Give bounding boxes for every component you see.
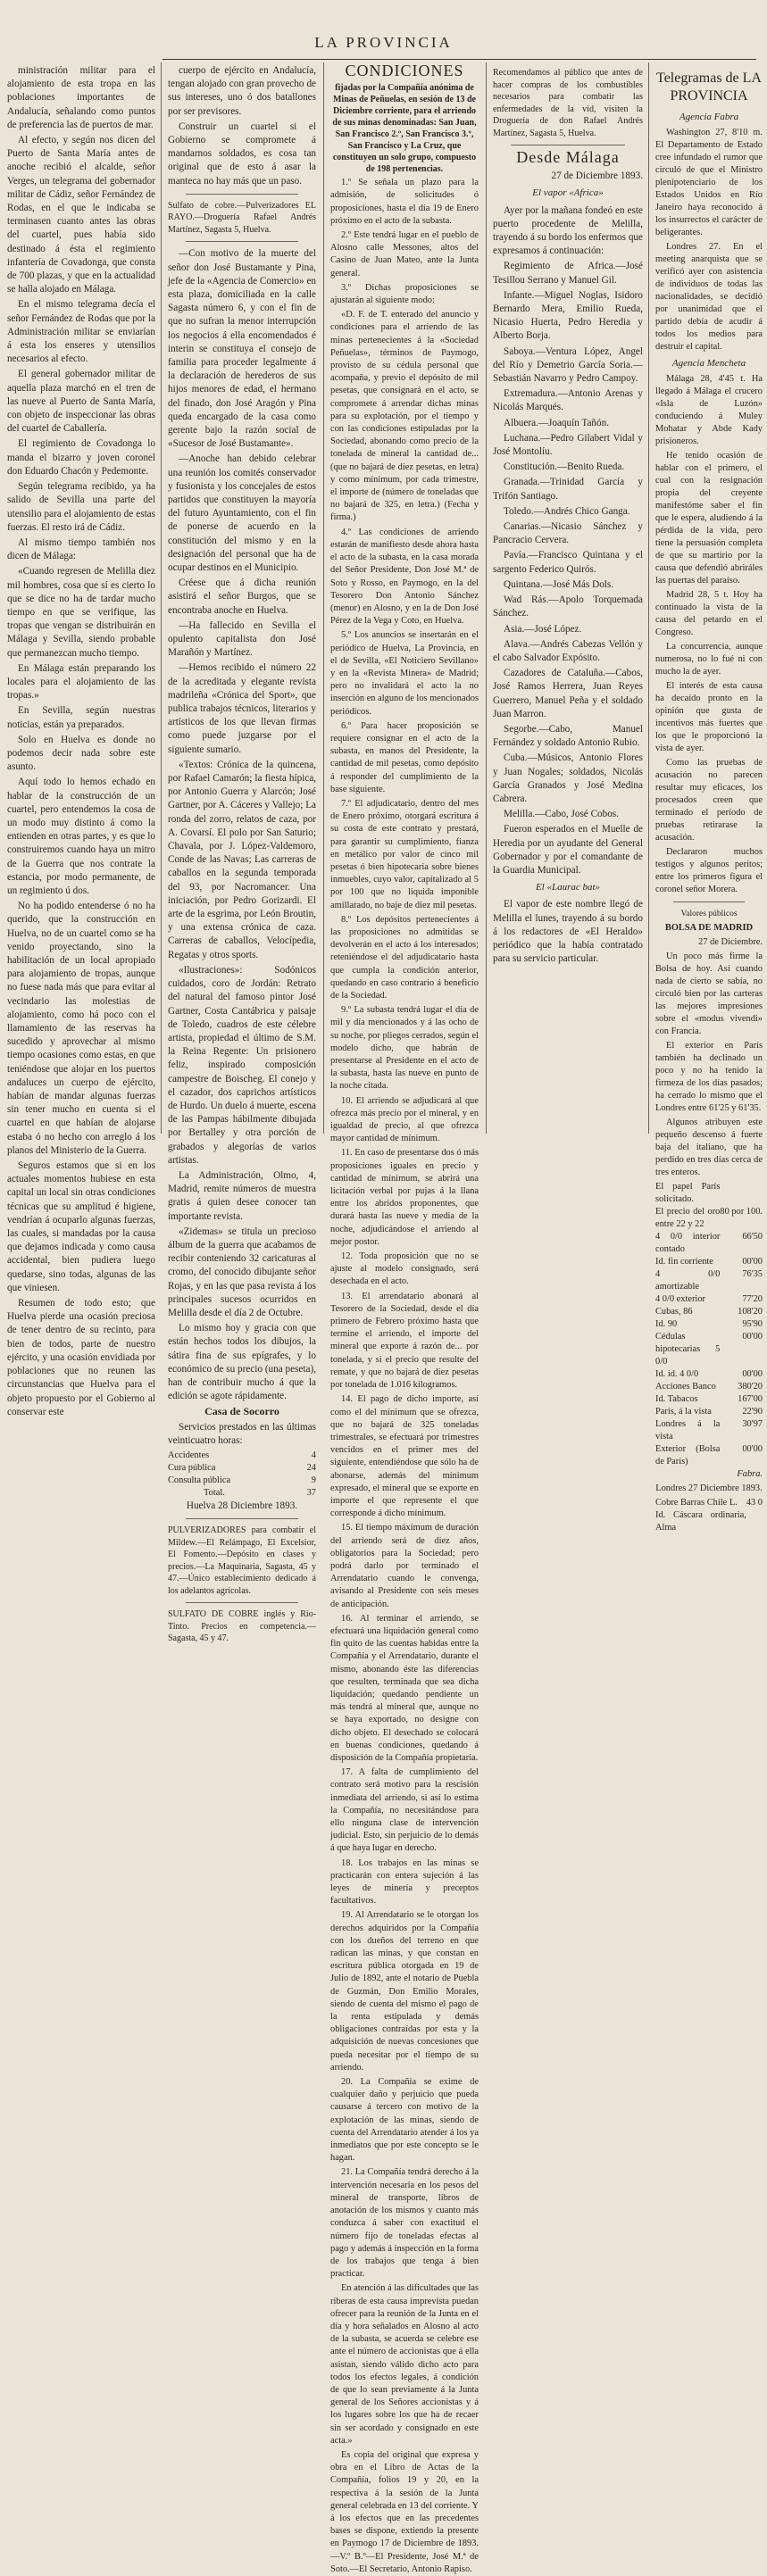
socorro-total: 37 bbox=[306, 1488, 316, 1498]
paragraph: 6.º Para hacer proposición se requiere consignar en el acto de la subasta, en manos del Presidente, la cantidad de mil pesetas, como depósito á responder del cumplimiento de la base siguiente. bbox=[330, 720, 479, 794]
paragraph: Cuba.—Músicos, Antonio Flores y Juan Nogales; soldados, Nicolás García Granados y José Medina Cabrera. bbox=[493, 752, 643, 804]
bolsa-title: BOLSA DE MADRID bbox=[664, 923, 754, 933]
paragraph: 4.º Las condiciones de arriendo estarán de manifiesto desde ahora hasta el acto de la subasta, en la casa morada del Señor Presidente, Don José M.ª de Soto y Rosso, en Paymogo, en la del Tesorero Don Antonio Sánchez (menor) en Alosno, y en la de Don José Pérez de la Vega y Coto, en Huelva. bbox=[330, 527, 479, 627]
telegramas-title: Telegramas de LA PROVINCIA bbox=[656, 71, 762, 104]
table-row bbox=[168, 1475, 316, 1487]
row-value: 30'97 bbox=[742, 1419, 763, 1429]
table-row bbox=[655, 1443, 763, 1468]
paragraph: 13. El arrendatario abonará al Tesorero de la Sociedad, desde el día primero de Febrero próximo hasta que termine el arriendo, el importe del mineral que exporte á razón de... por tonelada, y si el precio que resulte del remate, y que no bajará de diez pesetas por tonelada de 1.016 kilogramos. bbox=[330, 1291, 479, 1391]
col2-body bbox=[168, 64, 316, 188]
table-row bbox=[655, 1256, 763, 1268]
separator bbox=[186, 194, 298, 195]
paragraph: Como las pruebas de acusación no parecen resultar muy eficaces, los procesados creen que terminado el período de pruebas retirarase la acusación. bbox=[655, 758, 763, 843]
london-rows bbox=[655, 1497, 763, 1534]
paragraph: Albuera.—Joaquín Tañón. bbox=[504, 417, 610, 428]
paragraph: Quintana.—José Más Dols. bbox=[504, 578, 614, 590]
paragraph: Asia.—José López. bbox=[504, 623, 582, 635]
paragraph: 5.º Los anuncios se insertarán en el periódico de Huelva, La Provincia, en el de Sevilla, «El Noticiero Sevillano» y en la «Revista Minera» de Madrid; pero no invalidará el acto la no inserción en alguno de los mencionados periódicos. bbox=[330, 630, 479, 717]
paragraph: Toledo.—Andrés Chico Ganga. bbox=[504, 505, 630, 517]
paragraph: Es copia del original que expresa y obra en el Libro de Actas de la Compañía, folios 19 y 20, en la respectiva á la sesión de la Junta general celebrada en 13 del corriente. Y á los efectos que en las precedentes bases se dispone, extiendo la presente en Paymogo 17 de Diciembre de 1893.—V.º B.º—El Presidente, José M.ª de Soto.—El Secretario, Antonio Rapiso. bbox=[330, 2449, 479, 2574]
paragraph: Resumen de todo esto; que Huelva pierde una ocasión preciosa de tener dentro de su recinto, para bien de todos, parte de nuestro ejército, y una ocasión envidiada por poblaciones que no reunen las circunstancias que Huelva para el objeto propuesto por el Gobierno al conservar este bbox=[7, 1298, 155, 1417]
paragraph: 18. Los trabajos en las minas se practicarán con entera sujeción á las leyes de minería y preceptos facultativos. bbox=[330, 1857, 479, 1907]
valores-title: Valores públicos bbox=[680, 910, 738, 918]
paragraph: «Zidemas» se titula un precioso álbum de la guerra que acabamos de recibir conteniendo 32 caricaturas al cromo, del conocido dibujante señor Rojas, y en las que pasa revista á los principales sucesos ocurridos en Melilla desde el día 2 de Octubre. bbox=[168, 1226, 316, 1318]
paragraph: Lo mismo hoy y gracia con que están hechos todos los dibujos, la sátira fina de sus epígrafes, y lo económico de su precio (una peseta), han de contribuir mucho á que la edición se agote rápidamente. bbox=[168, 1323, 316, 1402]
paragraph: La concurrencia, aunque numerosa, no lo fué ni con mucho la de ayer. bbox=[655, 642, 763, 677]
row-value: 43 0 bbox=[746, 1498, 763, 1508]
paragraph: 1.º Se señala un plazo para la admisión, de solicitudes ó proposiciones, hasta el día 19 de Enero próximo en el acto de la subasta. bbox=[330, 178, 479, 226]
paragraph: 12. Toda proposición que no se ajuste al modelo consignado, será desechada en el acto. bbox=[330, 1251, 479, 1287]
masthead-title: LA PROVINCIA bbox=[314, 34, 453, 51]
paragraph: Pavía.—Francisco Quintana y el sargento Federico Quirós. bbox=[493, 550, 643, 575]
paragraph: Aquí todo lo hemos echado en hablar de la construcción de un cuartel, pero entendemos la cosa de un modo muy distinto á como la entienden en otras partes, y es que lo construiremos cuando haya un mitro de la Guerra que nos contrate la estancia, por modo permanente, de un regimiento ú dos. bbox=[7, 777, 155, 896]
paragraph: Infante.—Miguel Noglas, Isidoro Bernardo Mera, Emilio Rueda, Nicasio Huerta, Pedro Heredia y Alberto Borja. bbox=[493, 289, 643, 342]
paragraph: 2.º Este tendrá lugar en el pueblo de Alosno calle Messones, altos del Casino de Juan Mateo, ante la Junta general. bbox=[330, 230, 479, 278]
paragraph: Seguros estamos que si en los actuales momentos hubiese en esta capital un local sin otras condiciones técnicas que su amplitud é higiene, vendrían á ocuparlo algunas fuerzas, las cuales, si mandadas por la causa que dejamos indicada y como causa accidental, bien pudiera luego quedarse, sino todas, algunas de las que viniesen. bbox=[7, 1160, 155, 1293]
paragraph: En Sevilla, según nuestras noticias, están ya preparados. bbox=[7, 705, 155, 730]
paragraph: Según telegrama recibido, ya ha salido de Sevilla una parte del utensilio para el alojamiento de estas fuerzas. El resto irá de Cádiz. bbox=[7, 481, 155, 533]
paragraph: Washington 27, 8'10 m. El Departamento de Estado cree infundado el rumor que circuló de que el Ministro plenipotenciario de los Estados Unidos en Río Janeiro haya reconocido á los insurrectos el carácter de beligerantes. bbox=[655, 128, 763, 237]
agency-mencheta: Agencia Mencheta bbox=[671, 358, 746, 369]
london-table bbox=[655, 1497, 763, 1534]
row-value: 66'50 bbox=[742, 1232, 763, 1242]
row-value: 4 bbox=[311, 1450, 316, 1460]
paragraph: 15. El tiempo máximum de duración del arriendo será de diez años, obligatorios para la Sociedad; pero podrá darlo por terminado el Arrendatario cuando le convenga, avisando al Presidente con seis meses de anticipación. bbox=[330, 1523, 479, 1609]
paragraph: Declararon muchos testigos y algunos peritos; entre los primeros figura el coronel señor Morera. bbox=[655, 847, 763, 894]
paragraph: Saboya.—Ventura López, Angel del Río y Demetrio García Soria.—Sebastián Navarro y Pedro Campoy. bbox=[493, 345, 643, 385]
row-value: 167'00 bbox=[738, 1394, 763, 1404]
column-5 bbox=[655, 64, 763, 1533]
row-value: 9 bbox=[311, 1475, 316, 1485]
row-label: Cédulas hipotecarias 5 0/0 bbox=[655, 1332, 721, 1367]
separator bbox=[186, 1518, 298, 1519]
table-row bbox=[655, 1368, 763, 1381]
column-divider bbox=[486, 62, 487, 1134]
row-label: Id. Tabacos bbox=[655, 1394, 698, 1404]
paragraph: —Hemos recibido el número 22 de la acreditada y elegante revista madrileña «Crónica del Sport», que publica trabajos técnicos, literarios y artísticos de los que llevan firmas como puede juzgarse por el siguiente sumario. bbox=[168, 662, 316, 755]
row-value: 00'00 bbox=[742, 1369, 763, 1379]
socorro-total-row bbox=[168, 1487, 316, 1500]
table-row bbox=[655, 1331, 763, 1368]
row-value: 00'00 bbox=[742, 1444, 763, 1454]
ad-sulfato-cobre: SULFATO DE COBRE inglés y Rio-Tinto. Precios en competencia.—Sagasta, 45 y 47. bbox=[168, 1609, 316, 1644]
table-row bbox=[655, 1318, 763, 1331]
paragraph: 3.º Dichas proposiciones se ajustarán al siguiente modo: bbox=[330, 282, 479, 306]
column-2 bbox=[168, 64, 316, 1644]
paragraph: 21. La Compañía tendrá derecho á la intervención necesaria en los pesos del mineral de transporte, libros de anotación de los mismos y cuanto más conduzca á saber con exactitud el número fijo de toneladas efectas al pago y además á inspección en la forma de los trabajos que tenga á bien practicar. bbox=[330, 2167, 479, 2280]
table-row bbox=[655, 1393, 763, 1406]
table-row bbox=[655, 1406, 763, 1418]
paragraph: 7.º El adjudicatario, dentro del mes de Enero próximo, otorgará escritura á su costa de este contrato y prestará, para garantir su cumplimiento, fianza en metálico por valor de cinco mil pesetas ó bien hipotecaria sobre bienes inmuebles, cuyo valor, capitalizado al 5 por 100 que no liquida imponible amillarado, no baje de diez mil pesetas. bbox=[330, 798, 479, 910]
col1-body bbox=[7, 64, 155, 1419]
paragraph: El interés de esta causa ha decaído pronto en la opinión que gusta de incentivos más fuertes que los que le proporcionó la vista de ayer. bbox=[655, 681, 763, 753]
bolsa-rows bbox=[655, 1181, 763, 1468]
column-divider bbox=[161, 62, 162, 1134]
header bbox=[0, 32, 767, 57]
paragraph: Créese que á dicha reunión asistirá el señor Burgos, que se encontraba anoche en Huelva. bbox=[168, 578, 316, 616]
paragraph: Melilla.—Cabo, José Cobos. bbox=[504, 809, 619, 820]
table-row bbox=[168, 1450, 316, 1462]
paragraph: 9.º La subasta tendrá lugar el día de mil y día mencionados y á las ocho de su noche, por pliegos cerrados, según el modelo dicho, que habrán de presentarse al Presidente en el acto de la subasta, hasta las nueve en punto de la noche citada. bbox=[330, 1005, 479, 1092]
column-divider bbox=[323, 62, 324, 1134]
paragraph: —Anoche han debido celebrar una reunión los comités conservador y fusionista y los concejales de estos partidos que constituyen la mayoría del futuro Ayuntamiento, con el fin de ponerse de acuerdo en la constitución del mismo y en la designación del personal que ha de ocupar destinos en el Municipio. bbox=[168, 453, 316, 573]
table-row bbox=[655, 1181, 763, 1206]
paragraph: Segorbe.—Cabo, Manuel Fernández y soldado Antonio Rubio. bbox=[493, 723, 643, 749]
bolsa-date: 27 de Diciembre. bbox=[698, 937, 763, 947]
africa-title: El vapor «Africa» bbox=[532, 187, 604, 199]
paragraph: 11. En caso de presentarse dos ó más proposiciones iguales en precio y cantidad de mínimum, se abrirá una licitación verbal por pujas á la llana entre los abridos proponentes, que durará hasta las nueve y media de la noche, adjudicándose el arriendo al mejor postor. bbox=[330, 1148, 479, 1247]
row-value: 80 por 100. bbox=[720, 1207, 763, 1217]
table-row bbox=[655, 1306, 763, 1318]
paragraph: El general gobernador militar de aquella plaza marchó en el tren de las nueve al Puerto de Santa María, con objeto de inspeccionar las obras del cuartel de Caballería. bbox=[7, 369, 155, 435]
paragraph: Cazadores de Cataluña.—Cabos, José Ramos Herrera, Juan Reyes Guerrero, Manuel Peña y el soldado Juan Marron. bbox=[493, 668, 643, 719]
ad-sulfato-pulverizadores: Sulfato de cobre.—Pulverizadores EL RAYO.—Droguería Rafael Andrés Martínez, Sagasta 5, Huelva. bbox=[168, 200, 316, 235]
paragraph: 17. A falta de cumplimiento del contrato será motivo para la rescisión inmediata del arriendo, si así lo estima la Compañía, no necesitándose para ello ninguna clase de intervención judicial. Esto, sin perjuicio de lo demás á que haya lugar en derecho. bbox=[330, 1767, 479, 1854]
row-label: Acciones Banco bbox=[655, 1382, 716, 1392]
paragraph: Granada.—Trinidad García y Trifón Santiago. bbox=[493, 477, 643, 502]
malaga-title: Desde Málaga bbox=[516, 148, 620, 166]
row-value bbox=[720, 1181, 763, 1206]
row-value: 95'90 bbox=[742, 1319, 763, 1329]
paragraph: —Ha fallecido en Sevilla el opulento capitalista don José Marañón y Martínez. bbox=[168, 619, 316, 659]
column-1 bbox=[7, 64, 155, 1417]
row-label: Accidentes bbox=[168, 1450, 210, 1460]
paragraph: Málaga 28, 4'45 t. Ha llegado á Málaga el crucero «Isla de Luzón» conduciendo á Muley Mohatar y Abde Kady prisioneros. bbox=[655, 374, 763, 446]
row-value: 22'90 bbox=[742, 1407, 763, 1417]
row-label: París, á la vista bbox=[655, 1407, 712, 1417]
row-label: Id. id. 4 0/0 bbox=[655, 1369, 699, 1379]
telegramas-body-1 bbox=[655, 127, 763, 353]
socorro-total-label: Total. bbox=[204, 1488, 225, 1498]
separator bbox=[186, 1602, 298, 1603]
row-label: Id. fin corriente bbox=[655, 1257, 713, 1267]
table-row bbox=[655, 1206, 763, 1231]
paragraph: Regimiento de Africa.—José Tesillou Serrano y Manuel Gil. bbox=[493, 261, 643, 286]
row-value: 76'35 bbox=[742, 1269, 763, 1279]
paragraph: 10. El arriendo se adjudicará al que ofrezca más precio por el mineral, y en igualdad de precio, al que ofrezca mayor cantidad de mínimum. bbox=[330, 1095, 479, 1144]
paragraph: 20. La Compañía se exime de cualquier daño y perjuicio que pueda causarse á tercero con motivo de la explotación de las minas, siendo de cuenta del Arrendatario atender á los ya inmediatos que por este concepto se le hagan. bbox=[330, 2077, 479, 2164]
row-label: Exterior (Bolsa de París) bbox=[655, 1444, 721, 1467]
paragraph: El regimiento de Covadonga lo manda el bizarro y joven coronel don Eduardo Chacón y Pedemonte. bbox=[7, 438, 155, 477]
malaga-date: 27 de Diciembre 1893. bbox=[551, 170, 643, 182]
paragraph: 8.º Los depósitos pertenecientes á las proposiciones no admitidas se devolverán en el acto á los interesados; reteniéndose el del adjudicatario hasta que cumpla la condición anterior, quedando en caso contrario á beneficio de la Sociedad. bbox=[330, 914, 479, 1001]
table-row bbox=[655, 1381, 763, 1393]
paragraph: Extremadura.—Antonio Arenas y Nicolás Marqués. bbox=[493, 388, 643, 413]
paragraph: Canarias.—Nicasio Sánchez y Pancracio Cervera. bbox=[493, 521, 643, 546]
column-divider bbox=[648, 62, 649, 1134]
paragraph: 19. Al Arrendatario se le otorgan los derechos adquiridos por la Compañía con los dueños del terreno en que radican las minas, y que constan en escritura pública otorgada en 19 de Julio de 1892, ante el notario de Puebla de Guzmán, Don Emilio Morales, siendo de cuenta del mismo el pago de la renta estipulada y demás obligaciones contraídas por esta y la adquisición de nuevas concesiones que pueda necesitar por el tiempo de su arriendo. bbox=[330, 1910, 479, 2073]
paragraph: En atención á las dificultades que las riberas de esta causa imprevista puedan ofrecer para la reunión de la Junta en el día y hora señalados en Alosno al acto de la subasta, se acuerda se celebre ese ante el número de accionistas que á ella asistan, siendo válido dicho acto para todos los efectos legales, á condición de que lo sean previamente á la Junta general de los Señores accionistas y á los lugares sobre los que ha de recaer sin ser acordado y consignado en este acta.» bbox=[330, 2283, 479, 2446]
paragraph: Alava.—Andrés Cabezas Vellón y el cabo Salvador Expósito. bbox=[493, 638, 643, 663]
paragraph: «Cuando regresen de Melilla diez mil hombres, cosa que sí es cierto lo que se dice no ha de tardar mucho tiempo en que se verifique, las tropas que vengan se distribuirán en Málaga y Sevilla, siendo probable que permanezcan mucho tiempo. bbox=[7, 566, 155, 659]
ad-pulverizadores: PULVERIZADORES para combatir el Mildew.—El Relámpago, El Excelsior, El Fomento.—Depósito en clases y precios.—La Maquinaria, Sagasta, 45 y 47.—Único establecimiento dedicado á los adelantos agrícolas. bbox=[168, 1525, 316, 1596]
row-label: El precio del oro entre 22 y 22 bbox=[655, 1207, 721, 1229]
row-label: 4 0/0 interior contado bbox=[655, 1232, 721, 1254]
table-row bbox=[655, 1509, 763, 1534]
condiciones-subtitle: fijadas por la Compañía anónima de Minas de Peñuelas, en sesión de 13 de Diciembre corriente, para el arriendo de sus minas denominadas: San Juan, San Francisco 2.º, San Francisco 3.º, San Francisco y La Cruz, que constituyen un solo grupo, compuesto de 198 pertenencias. bbox=[332, 83, 477, 175]
paragraph: Al efecto, y según nos dicen del Puerto de Santa María antes de anoche recibió el alcalde, señor Verges, un telegrama del gobernador militar de Cádiz, señor Fernández de Rodas, en el que le indicaba se terminasen cuanto antes las obras del cuartel, pues había sido destinado á ésta el regimiento infantería de Covadonga, que consta de 700 plazas, y que en la actualidad se halla alojado en Málaga. bbox=[7, 135, 155, 295]
row-label: Id. 90 bbox=[655, 1319, 678, 1329]
paragraph: En el mismo telegrama decía el señor Fernández de Rodas que por la Administración militar se enviarían á esta los enseres y utensilios necesarios al efecto. bbox=[7, 299, 155, 365]
table-row bbox=[655, 1418, 763, 1443]
paragraph: «Ilustraciones»: Sodónicos cuidados, coro de Jordán: Retrato del natural del famoso pintor José Gartner, Costa Cantábrica y paisaje de Toledo, cuadros de este célebre artista, propiedad el último de S.M. la Reina Regente: Un prisionero feliz, inspirado composición campestre de Boischeg. El conejo y el cazador, dos caprichos artísticos de Hurdo. Un duelo á muerte, escena de las Pampas hábilmente dibujada por Bertalley y otra porción de grabados y alegorías de varios artistas. bbox=[168, 964, 316, 1166]
table-row bbox=[655, 1268, 763, 1293]
paragraph: Wad Rás.—Apolo Torquemada Sánchez. bbox=[493, 594, 643, 619]
paragraph: 14. El pago de dicho importe, así como el del mínimum que se ofrezca, que no bajará de 325 toneladas trimestrales, se efectuará por trimestres vencidos en el primer mes del siguiente, entendiéndose que sólo ha de abonarse, además del mínimum expresado, el mineral que se exporte en importe el que represente el que corresponde á dicho mínimum. bbox=[330, 1394, 479, 1519]
row-label: Id. Cáscara ordinaria, Alma bbox=[655, 1510, 746, 1533]
paragraph: Madrid 28, 5 t. Hoy ha continuado la vista de la causa del petardo en el Congreso. bbox=[655, 590, 763, 637]
paragraph: Un poco más firme la Bolsa de hoy. Así cuando nada de cierto se sabía, no circuló bien por las carteras las mejores impresiones sobre el «modus vivendi» con Francia. bbox=[655, 951, 763, 1036]
table-row bbox=[655, 1231, 763, 1256]
paragraph: En Málaga están preparando los locales para el alojamiento de las tropas.» bbox=[7, 662, 155, 702]
row-value: 108'20 bbox=[738, 1307, 763, 1317]
header-rule bbox=[163, 59, 756, 60]
separator bbox=[186, 241, 298, 242]
malaga-body bbox=[493, 204, 643, 878]
laurac-title: El «Laurac bat» bbox=[535, 882, 601, 893]
paragraph: ministración militar para el alojamiento de esta tropa en las poblaciones importantes de Andalucía, señalando como puntos de preferencia las de puertos de mar. bbox=[7, 65, 155, 130]
socorro-table bbox=[168, 1450, 316, 1500]
row-value bbox=[746, 1509, 763, 1534]
row-label: 4 0/0 amortizable bbox=[655, 1269, 721, 1292]
paragraph: cuerpo de ejército en Andalucía, tengan alojado con gran provecho de sus intereses, uno ó dos batallones por ser previsores. bbox=[168, 65, 316, 117]
table-row bbox=[168, 1462, 316, 1475]
telegramas-body-2 bbox=[655, 373, 763, 896]
row-label: Cobre Barras Chile L. bbox=[655, 1498, 738, 1508]
paragraph: Ayer por la mañana fondeó en este puerto procedente de Melilla, trayendo á su bordo los enfermos que expresamos á continuación: bbox=[493, 204, 643, 257]
socorro-rows bbox=[168, 1450, 316, 1487]
table-row bbox=[655, 1293, 763, 1306]
bolsa-table bbox=[655, 1181, 763, 1468]
paragraph: 16. Al terminar el arriendo, se efectuará una liquidación general como fin quito de las cuentas habidas entre la Compañía y el Arrendatario, durante el mismo, abonando éste las diferencias que resulten, terminada que sea dicha liquidación; quedando pendiente un más tendrá al mineral que, aunque no se haya exportado, no designe con dicho objeto. El desechado se colocará en buenas condiciones, quedando á disposición de la Compañía propietaria. bbox=[330, 1613, 479, 1763]
row-value: 24 bbox=[306, 1463, 316, 1473]
paragraph: Construir un cuartel si el Gobierno se compromete á mandarnos soldados, es cosa tan original que de esto á asar la manteca no hay más que un paso. bbox=[168, 120, 316, 187]
london-date: Londres 27 Diciembre 1893. bbox=[655, 1483, 763, 1493]
paragraph: —Con motivo de la muerte del señor don José Bustamante y Pina, jefe de la «Agencia de Comercio» en esta plaza, domiciliada en la calle Sagasta número 6, y con el fin de que no sufran la menor interrupción los negocios á ella encomendados é interin se constituya el consejo de familia para proceder legalmente á la declaración de herederos de sus hijos menores de edad, el hermano del finado, don José Aragón y Pina queda encargado de la casa como gerente bajo la razón social de «Sucesor de José Bustamante». bbox=[168, 248, 316, 450]
row-label: Cubas, 86 bbox=[655, 1307, 693, 1317]
paragraph: Al mismo tiempo también nos dicen de Málaga: bbox=[7, 536, 155, 562]
paragraph: El exterior en París también ha declinado un poco y no ha tenido la firmeza de los días pasados; ha cerrado lo mismo que el Londres entre 61'25 y 61'35. bbox=[655, 1041, 763, 1113]
paragraph: Londres 27. En el meeting anarquista que se verificó ayer con asistencia de individuos de todas las nacionalidades, se decidió por unanimidad que el partido debía de acudir á todos los medios para destruir el capital. bbox=[655, 242, 763, 352]
paragraph: Constitución.—Benito Rueda. bbox=[504, 461, 625, 473]
row-value: 380'20 bbox=[738, 1382, 763, 1392]
laurac-body bbox=[493, 898, 643, 966]
paragraph: He tenido ocasión de hablar con el primero, el cual con la resignación propia del creyente manifestóme saber el fin que le espera, aludiendo á la pérdida de la vida, pero tiene la persuasión completa de que su martirio por la causa que defendió abriráles las puertas del paraíso. bbox=[655, 451, 763, 586]
row-value: 77'20 bbox=[742, 1294, 763, 1304]
condiciones-body bbox=[330, 177, 479, 2576]
table-row bbox=[655, 1497, 763, 1509]
row-value: 00'00 bbox=[742, 1332, 763, 1342]
ad-recomendamos: Recomendamos al público que antes de hacer compras de los combustibles necesarios para combatir las enfermedades de la vid, visiten la Droguería de don Rafael Andrés Martínez, Sagasta 5, Huelva. bbox=[493, 68, 643, 138]
condiciones-title: CONDICIONES bbox=[345, 62, 464, 79]
row-label: 4 0/0 exterior bbox=[655, 1294, 705, 1304]
row-label: Consulta pública bbox=[168, 1475, 231, 1485]
row-label: Londres á la vista bbox=[655, 1419, 721, 1442]
socorro-intro: Servicios prestados en las últimas veinticuatro horas: bbox=[168, 1421, 316, 1446]
paragraph: Algunos atribuyen este pequeño descenso á fuerte baja del italiano, que ha perdido en tres días cerca de tres enteros. bbox=[655, 1118, 763, 1177]
row-value: 00'00 bbox=[742, 1257, 763, 1267]
col2-news bbox=[168, 247, 316, 1403]
paragraph: Solo en Huelva es donde no podemos decir nada sobre este asunto. bbox=[7, 734, 155, 773]
row-label: Cura pública bbox=[168, 1463, 216, 1473]
paragraph: «Textos: Crónica de la quincena, por Rafael Camarón; la fiesta hípica, por Antonio Guerra y Alarcón; José Gartner, por A. Cáceres y Vallejo; La ronda del zorro, relatos de caza, por A. Covarsí. El polo por San Saturio; Chavala, por J. López-Valdemoro, Conde de las Navas; Las carreras de caballos en la segunda temporada del 93, por Nacromancer. Una iniciación, por Pedro Gorizardi. El arte de la esgrima, por León Broutin, y una extensa crónica de caza. Carreras de caballos, Velocípedia, Regatas y otros sports. bbox=[168, 759, 316, 960]
row-label: El papel París solicitado. bbox=[655, 1182, 721, 1204]
socorro-title: Casa de Socorro bbox=[204, 1405, 279, 1418]
paragraph: Luchana.—Pedro Gilabert Vidal y José Montolíu. bbox=[493, 432, 643, 458]
paragraph: La Administración, Olmo, 4, Madrid, remite números de muestra gratis á quien desee conocer tan importante revista. bbox=[168, 1169, 316, 1222]
paragraph: Fueron esperados en el Muelle de Heredia por un ayudante del General Gobernador y por el comandante de la Guardia Municipal. bbox=[493, 824, 643, 876]
paragraph: «D. F. de T. enterado del anuncio y condiciones para el arriendo de las minas pertenecientes á la «Sociedad Peñuelas», términos de Paymogo, provisto de su cédula personal que acompaña, y previo el depósito de mil pesetas, que consignará en el acto, se compromete á arrendar dichas minas para su explotación, por el tiempo y con las condiciones estipuladas por la Sociedad, abonando como precio de la tonelada de mineral la cantidad de... (que no bajará de diez pesetas, en letra) y como mínimum, por cada trimestre, el importe de (número de toneladas que no bajará de 325, en letra.) (Fecha y firma.) bbox=[330, 310, 479, 523]
paragraph: No ha podido entenderse ó no ha querido, que la construcción en Huelva, no de un cuartel como se ha venido proyectando, sino la habilitación de un local apropiado para alojamiento de tropas, aunque no fuese nada más que para evitar al vecindario las molestias de alojamiento, como há poco con el llamamiento de las reservas ha sucedido y aprovechar al mismo tiempo ocasiones como estas, en que teniéndose que alojar en los puertos andaluces un cuerpo de ejército, habían de mandar algunas fuerzas sin tener mucho en cuenta si el cuartel en que habían de alojarse estaba ó no hecho con arreglo á los planos del Ministerio de la Guerra. bbox=[7, 901, 155, 1156]
column-3 bbox=[330, 62, 479, 2574]
column-4 bbox=[493, 64, 643, 1131]
socorro-date: Huelva 28 Diciembre 1893. bbox=[186, 1500, 298, 1511]
bolsa-body bbox=[655, 951, 763, 1179]
agency-fabra: Agencia Fabra bbox=[679, 112, 739, 122]
paragraph: El vapor de este nombre llegó de Melilla el lunes, trayendo á su bordo á los redactores de «El Heraldo» periódico que la había contratado para su servicio particular. bbox=[493, 899, 643, 965]
bolsa-signature: Fabra. bbox=[737, 1469, 763, 1479]
